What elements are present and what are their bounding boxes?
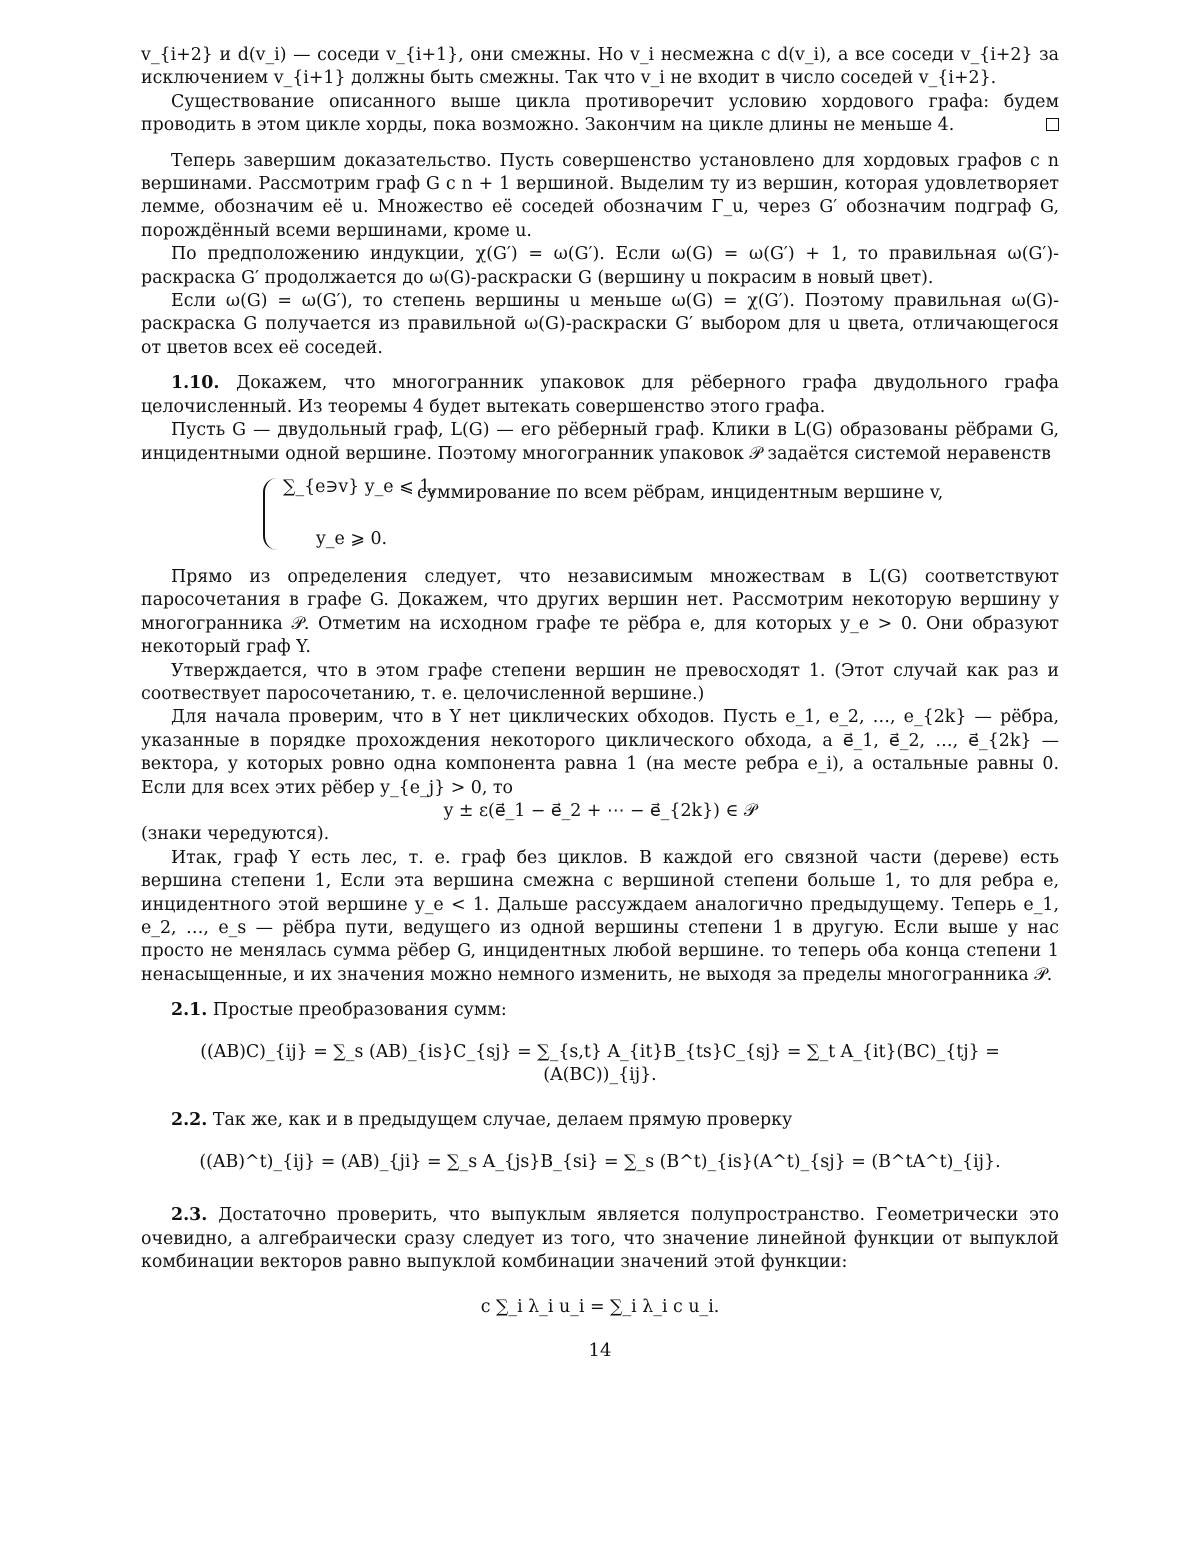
document-page [0,0,1200,1553]
paragraph-p4: По предположению индукции, χ(G′) = ω(G′). Если ω(G) = ω(G′) + 1, то правильная ω(G′)-раскраска G′ продолжается до ω(G)-раскраски G (вершину u покрасим в новый цвет). [141,243,1059,290]
formula-cycle: y ± ε(e⃗_1 − e⃗_2 + ⋯ − e⃗_{2k}) ∈ 𝒫 [141,800,1059,823]
section-number: 2.1. [171,1000,207,1020]
paragraph-p8: Утверждается, что в этом графе степени вершин не превосходят 1. (Этот случай как раз и соотвествует паросочетанию, т. е. целочисленной вершине.) [141,660,1059,707]
body-text [141,44,1059,1320]
section-2-1 [141,999,1059,1022]
paragraph-p9: Для начала проверим, что в Y нет циклических обходов. Пусть e_1, e_2, …, e_{2k} — рёбра, указанные в порядке прохождения некоторого циклического обхода, а e⃗_1, e⃗_2, …, e⃗_{2k} — вектора, у которых ровно одна компонента равна 1 (на месте ребра e_i), а остальные равны 0. Если для всех этих рёбер y_{e_j} > 0, то [141,706,1059,800]
section-number: 2.2. [171,1110,207,1130]
paragraph-p5: Если ω(G) = ω(G′), то степень вершины u меньше ω(G) = χ(G′). Поэтому правильная ω(G)-раскраска G получается из правильной ω(G)-раскраски G′ выбором для u цвета, отличающегося от цветов всех её соседей. [141,290,1059,360]
system-line-1: ∑_{e∋v} y_e ⩽ 1, [283,476,436,499]
section-number: 2.3. [171,1205,207,1225]
system-line-2: y_e ⩾ 0. [316,528,387,551]
section-text: Докажем, что многогранник упаковок для рёберного графа двудольного графа целочисленный. Из теоремы 4 будет вытекать совершенство этого графа. [141,373,1059,416]
formula-2-2: ((AB)^t)_{ij} = (AB)_{ji} = ∑_s A_{js}B_{si} = ∑_s (B^t)_{is}(A^t)_{sj} = (B^tA^t)_{ij}. [141,1151,1059,1174]
paragraph-p6: Пусть G — двудольный граф, L(G) — его рёберный граф. Клики в L(G) образованы рёбрами G, инцидентными одной вершине. Поэтому многогранник упаковок 𝒫 задаётся системой неравенств [141,419,1059,466]
paragraph-p7: Прямо из определения следует, что независимым множествам в L(G) соответствуют паросочетания в графе G. Докажем, что других вершин нет. Рассмотрим некоторую вершину y многогранника 𝒫. Отметим на исходном графе те рёбра e, для которых y_e > 0. Они образуют некоторый граф Y. [141,566,1059,660]
system-note: суммирование по всем рёбрам, инцидентным вершине v, [417,482,943,505]
left-brace-icon [263,478,279,550]
paragraph-p11: Итак, граф Y есть лес, т. е. граф без циклов. В каждой его связной части (дереве) есть вершина степени 1, Если эта вершина смежна с вершиной степени больше 1, то для ребра e, инцидентного этой вершине y_e < 1. Дальше рассуждаем аналогично предыдущему. Теперь e_1, e_2, …, e_s — рёбра пути, ведущего из одной вершины степени 1 в другую. Если выше у нас просто не менялась сумма рёбер G, инцидентных любой вершине. то теперь оба конца степени 1 ненасыщенные, и их значения можно немного изменить, не выходя за пределы многогранника 𝒫. [141,847,1059,987]
section-1-10 [141,372,1059,419]
section-2-2 [141,1109,1059,1132]
section-number: 1.10. [171,373,219,393]
paragraph-p2-text: Существование описанного выше цикла противоречит условию хордового графа: будем проводить в этом цикле хорды, пока возможно. Закончим на цикле длины не меньше 4. [141,92,1059,135]
qed-square-icon [1016,114,1059,137]
formula-2-3: c ∑_i λ_i u_i = ∑_i λ_i c u_i. [141,1296,1059,1319]
paragraph-p10: (знаки чередуются). [141,823,1059,846]
inequality-system [141,476,1059,554]
section-text: Достаточно проверить, что выпуклым является полупространство. Геометрически это очевидно, а алгебраически сразу следует из того, что значение линейной функции от выпуклой комбинации векторов равно выпуклой комбинации значений этой функции: [141,1205,1059,1272]
section-2-3 [141,1204,1059,1274]
paragraph-p1: v_{i+2} и d(v_i) — соседи v_{i+1}, они смежны. Но v_i несмежна с d(v_i), а все соседи v_{i+2} за исключением v_{i+1} должны быть смежны. Так что v_i не входит в число соседей v_{i+2}. [141,44,1059,91]
paragraph-p2 [141,91,1059,138]
section-text: Так же, как и в предыдущем случае, делаем прямую проверку [213,1110,792,1130]
paragraph-p3: Теперь завершим доказательство. Пусть совершенство установлено для хордовых графов с n вершинами. Рассмотрим граф G с n + 1 вершиной. Выделим ту из вершин, которая удовлетворяет лемме, обозначим её u. Множество её соседей обозначим Γ_u, через G′ обозначим подграф G, порождённый всеми вершинами, кроме u. [141,150,1059,244]
page-number: 14 [0,1340,1200,1361]
formula-2-1: ((AB)C)_{ij} = ∑_s (AB)_{is}C_{sj} = ∑_{s,t} A_{it}B_{ts}C_{sj} = ∑_t A_{it}(BC)_{tj} = (A(BC))_{ij}. [141,1041,1059,1088]
section-text: Простые преобразования сумм: [213,1000,507,1020]
